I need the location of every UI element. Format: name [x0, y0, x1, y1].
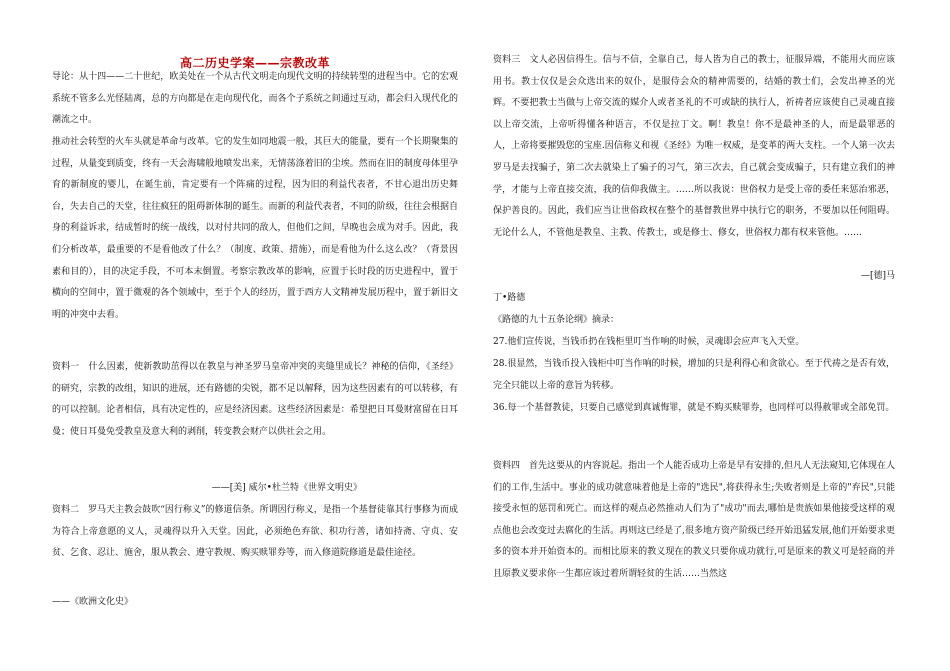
material-four: 资料四 首先这要从的内容说起。指出一个人能否成功上帝是早有安排的,但凡人无法窥知,它体现在人们的工作,生活中。事业的成功就意味着他是上帝的"选民",将获得永生;失败者则是上帝的"弃民",只能接受永恒的惩罚和死亡。而这样的观点必然推动人们为了"成功"而去,哪怕是贵族如果他接受这样的观点他也会改变过去腐化的生活。再则这已经是了,很多地方资产阶级已经开始迅猛发展,他们开始要求更多的资本并开始资本的。而相比原来的教义现在的教义只要你成功就行,可是原来的教义可是轻商的并且原教义要求你一生都应该过着所谓轻贫的生活……当然这 — [493, 461, 895, 579]
thesis-27: 27.他们宣传说，当钱币扔在钱柜里叮当作响的时候，灵魂即会应声飞入天堂。 — [493, 337, 805, 347]
material-one-source: ——[美] 威尔•杜兰特《世界文明史》 — [211, 483, 362, 493]
material-two: 资料二 罗马天主教会鼓吹“因行称义”的修道信条。所谓因行称义，是指一个基督徒靠其行事修为而成为符合上帝意愿的义人，灵魂得以升入天堂。因此，必须绝色弃欲、积功行善，诸如持斋、守贞、安贫、乞食、忍让、施舍，服从教会、遵守教规、购买赎罪券等，而入修道院修道是最佳途径。 — [52, 505, 458, 559]
material-three-source-cont: 丁•路德 — [493, 293, 526, 303]
material-three-source: —[德]马 — [860, 271, 895, 281]
intro-paragraph: 导论：从十四——二十世纪，欧美处在一个从古代文明走向现代文明的持续转型的进程当中。它的宏观系统不管多么光怪陆离，总的方向都是在走向现代化，而各个子系统之间通过互动，都会归入现代化的潮流之中。 — [52, 72, 458, 126]
thesis-36: 36.每一个基督教徒，只要自己感觉到真诚悔罪，就是不购买赎罪券，也同样可以得赦罪或全部免罚。 — [493, 403, 895, 413]
theses-heading: 《路德的九十五条论纲》摘录： — [493, 315, 620, 325]
page-title: 高二历史学案——宗教改革 — [179, 56, 330, 70]
material-three: 资料三 文人必因信得生。信与不信，全靠自己，每人皆为自己的教士，征服异端，不能用火而应该用书。教士仅仅是会众选出来的奴仆，是服侍会众的精神需要的，结婚的教士们，会发出神圣的光辉。不要把教士当做与上帝交流的媒介人或者圣礼的不可或缺的执行人，祈祷者应该使自己灵魂直接以上帝交流，上帝听得懂各种语言，不仅是拉丁文。啊！教皇！你不是最神圣的人，而是最罪恶的人，上帝将要摧毁您的宝座.因信称义和视《圣经》为唯一权威，是变革的两大支柱。一个人第一次去罗马是去找骗子，第二次去就染上了骗子的习气，第三次去，自己就会变成骗子，只有建立我们的神学，才能与上帝直接交流，我的信仰我做主。……所以我说：世俗权力是受上帝的委任来惩治邪恶，保护善良的。因此，我们应当让世俗政权在整个的基督教世界中执行它的职务，不要加以任何阻碍。无论什么人，不管他是教皇、主教、传教士，或是修士、修女，世俗权力都有权来管他。…… — [493, 55, 895, 238]
material-two-source: ——《欧洲文化史》 — [52, 597, 134, 607]
material-one: 资料一 什么因素，使新教助茁得以在教皇与神圣罗马皇帝冲突的夹缝里成长？神秘的信仰，《圣经》的研究，宗教的改组，知识的进展，还有路德的尖锐，都不足以解释，因为这些因素有的可以转移，有的可以控制。论者相信，具有决定性的，应是经济因素。这些经济因素是：希望把日耳曼财富留在日耳曼；使日耳曼免受教皇及意大利的剥削，转变教会财产以供社会之用。 — [52, 362, 458, 437]
thesis-28: 28.很显然，当钱币投入钱柜中叮当作响的时候，增加的只是利得心和贪欲心。至于代祷之是否有效，完全只能以上帝的意旨为转移。 — [493, 359, 895, 391]
reform-paragraph: 推动社会转型的火车头就是革命与改革。它的发生如同地震一般，其巨大的能量，要有一个长期聚集的过程，从量变到质变，终有一天会海啸般地喷发出来，无情荡涤着旧的尘埃。然而在旧的制度母体里孕育的新制度的婴儿，在诞生前，肯定要有一个阵痛的过程，因为旧的利益代表者，不甘心退出历史舞台，失去自己的天堂，往往疯狂的阻碍新体制的诞生。而新的利益代表者，不同的阶级，往往会根据自身的利益诉求，结成暂时的统一战线，以对付共同的敌人，但他们之间，早晚也会成为对手。因此，我们分析改革，最重要的不是看他改了什么？（制度、政策、措施），而是看他为什么这么改？（背景因素和目的），目的决定手段，不可本末倒置。考察宗教改革的影响，应置于长时段的历史进程中，置于横向的空间中，置于微观的各个领域中，至于个人的经历，置于西方人文精神发展历程中，置于新旧文明的冲突中去看。 — [52, 137, 458, 320]
